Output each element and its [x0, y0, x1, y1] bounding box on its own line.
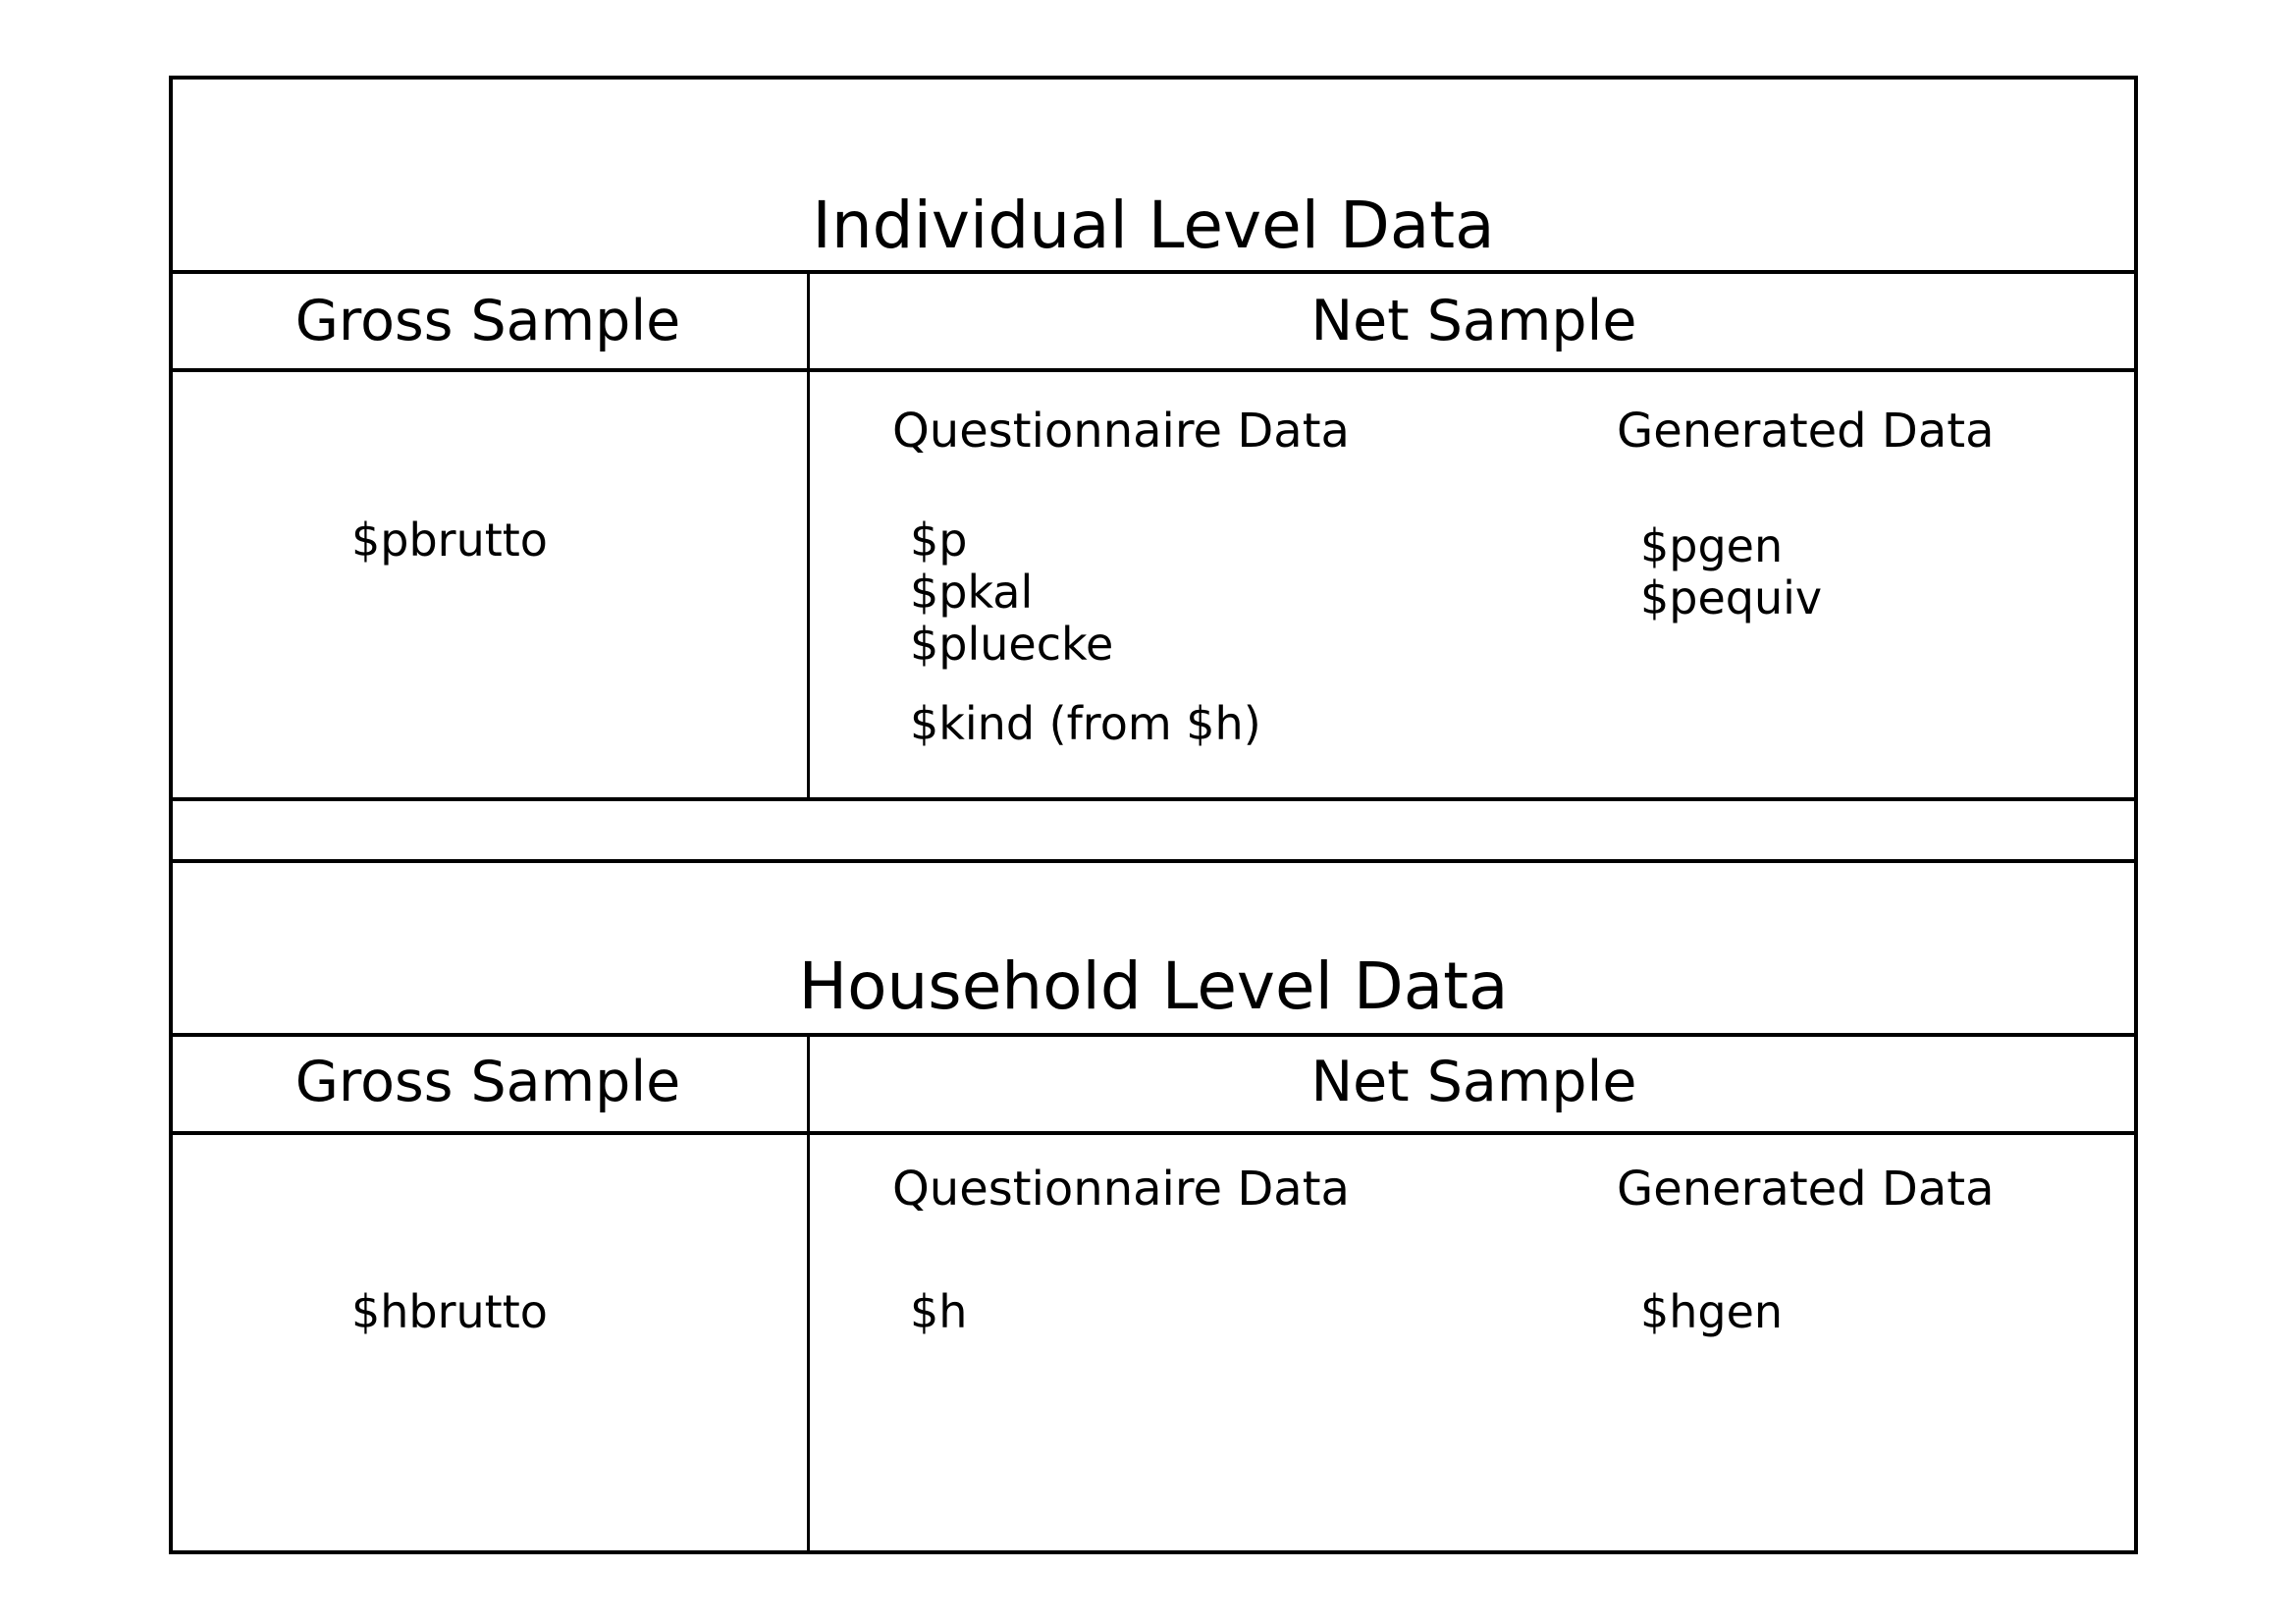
- list-item: $pequiv: [1640, 571, 1823, 624]
- household-section-top: [169, 859, 2138, 863]
- individual-gross-sample-header: Gross Sample: [294, 289, 681, 353]
- household-generated-header: Generated Data: [1617, 1162, 1995, 1217]
- list-item: $pgen: [1640, 519, 1784, 572]
- household-column-divider: [807, 1033, 810, 1552]
- individual-questionnaire-header: Questionnaire Data: [892, 404, 1350, 459]
- household-gross-sample-header: Gross Sample: [294, 1050, 681, 1114]
- individual-questionnaire-list: [910, 514, 1113, 671]
- household-generated-item: $hgen: [1640, 1285, 1784, 1338]
- household-header-divider: [169, 1131, 2138, 1135]
- individual-title-divider: [169, 270, 2138, 274]
- individual-generated-header: Generated Data: [1617, 404, 1995, 459]
- household-title-divider: [169, 1033, 2138, 1037]
- individual-generated-list: [1640, 520, 1822, 624]
- list-item: $p: [910, 514, 968, 567]
- list-item: $pkal: [910, 566, 1034, 619]
- individual-section-title: Individual Level Data: [812, 188, 1495, 263]
- household-questionnaire-item: $h: [910, 1285, 968, 1338]
- individual-section-bottom: [169, 797, 2138, 801]
- individual-net-sample-header: Net Sample: [1310, 289, 1637, 353]
- individual-header-divider: [169, 368, 2138, 372]
- household-questionnaire-header: Questionnaire Data: [892, 1162, 1350, 1217]
- household-gross-item: $hbrutto: [351, 1285, 548, 1338]
- household-net-sample-header: Net Sample: [1310, 1050, 1637, 1114]
- individual-gross-item: $pbrutto: [351, 514, 548, 567]
- list-item: $pluecke: [910, 618, 1114, 671]
- individual-questionnaire-extra-item: $kind (from $h): [910, 697, 1261, 750]
- household-section-title: Household Level Data: [798, 948, 1509, 1024]
